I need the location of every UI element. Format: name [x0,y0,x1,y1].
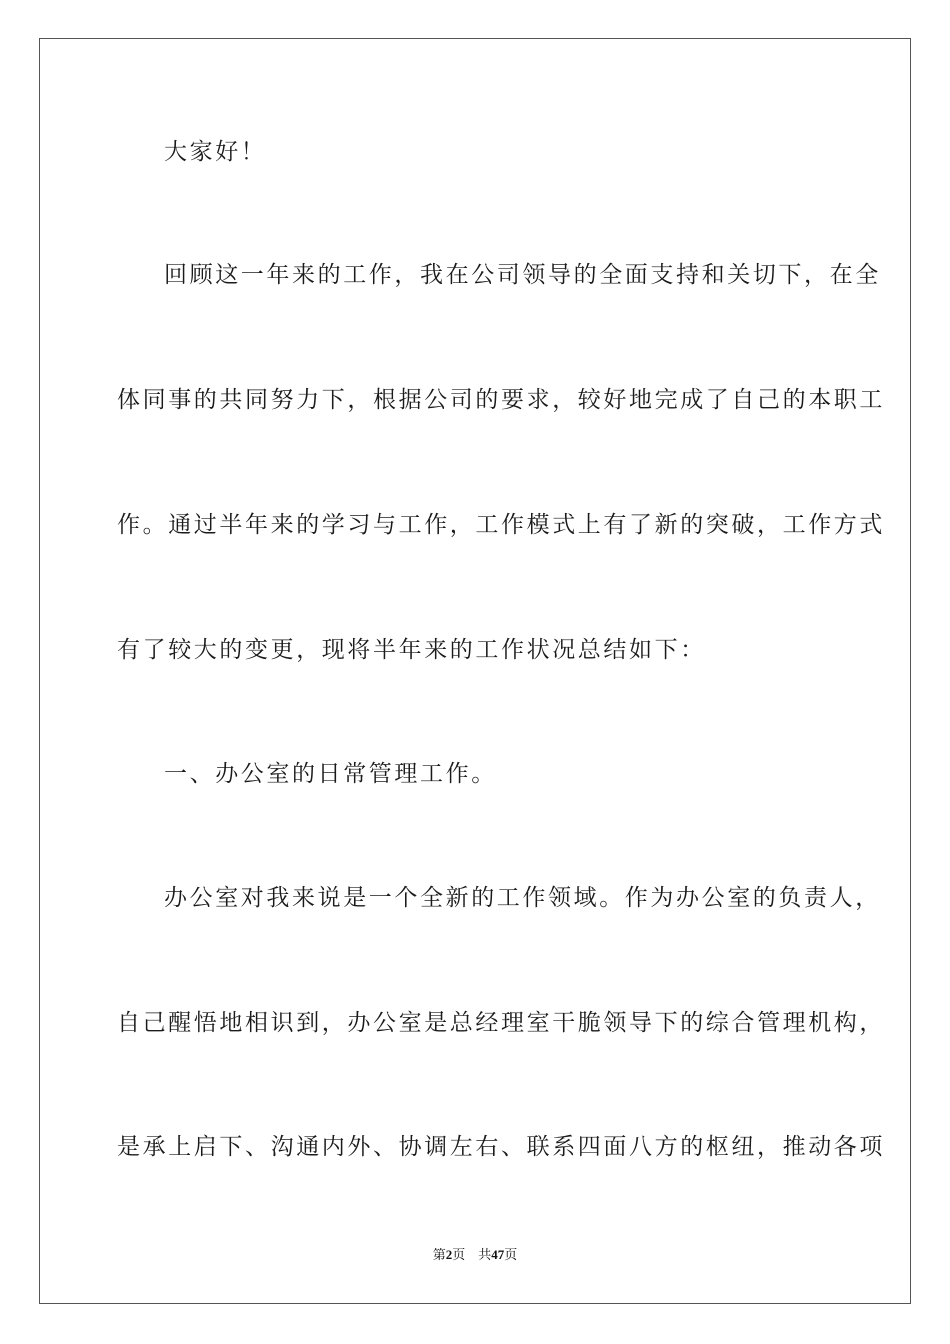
paragraph-2-line-3: 是承上启下、沟通内外、协调左右、联系四面八方的枢纽，推动各项 [117,1134,885,1160]
page-prefix: 第 [432,1247,446,1262]
page-footer [0,1246,950,1264]
paragraph-1-line-4: 有了较大的变更，现将半年来的工作状况总结如下： [117,637,706,663]
paragraph-2-line-2: 自己醒悟地相识到，办公室是总经理室干脆领导下的综合管理机构， [117,1010,885,1036]
page-number: 2 [445,1247,453,1262]
paragraph-1-line-2: 体同事的共同努力下，根据公司的要求，较好地完成了自己的本职工 [117,387,885,413]
greeting-line: 大家好！ [164,139,267,165]
total-pages: 47 [491,1247,505,1262]
page-suffix: 页 [452,1247,466,1262]
total-suffix: 页 [504,1247,518,1262]
section-heading: 一、办公室的日常管理工作。 [164,761,497,787]
page-border [39,38,911,1304]
paragraph-2-line-1: 办公室对我来说是一个全新的工作领域。作为办公室的负责人， [164,885,881,911]
paragraph-1-line-3: 作。通过半年来的学习与工作，工作模式上有了新的突破，工作方式 [117,512,885,538]
total-prefix: 共 [478,1247,492,1262]
paragraph-1-line-1: 回顾这一年来的工作，我在公司领导的全面支持和关切下，在全 [164,262,881,288]
